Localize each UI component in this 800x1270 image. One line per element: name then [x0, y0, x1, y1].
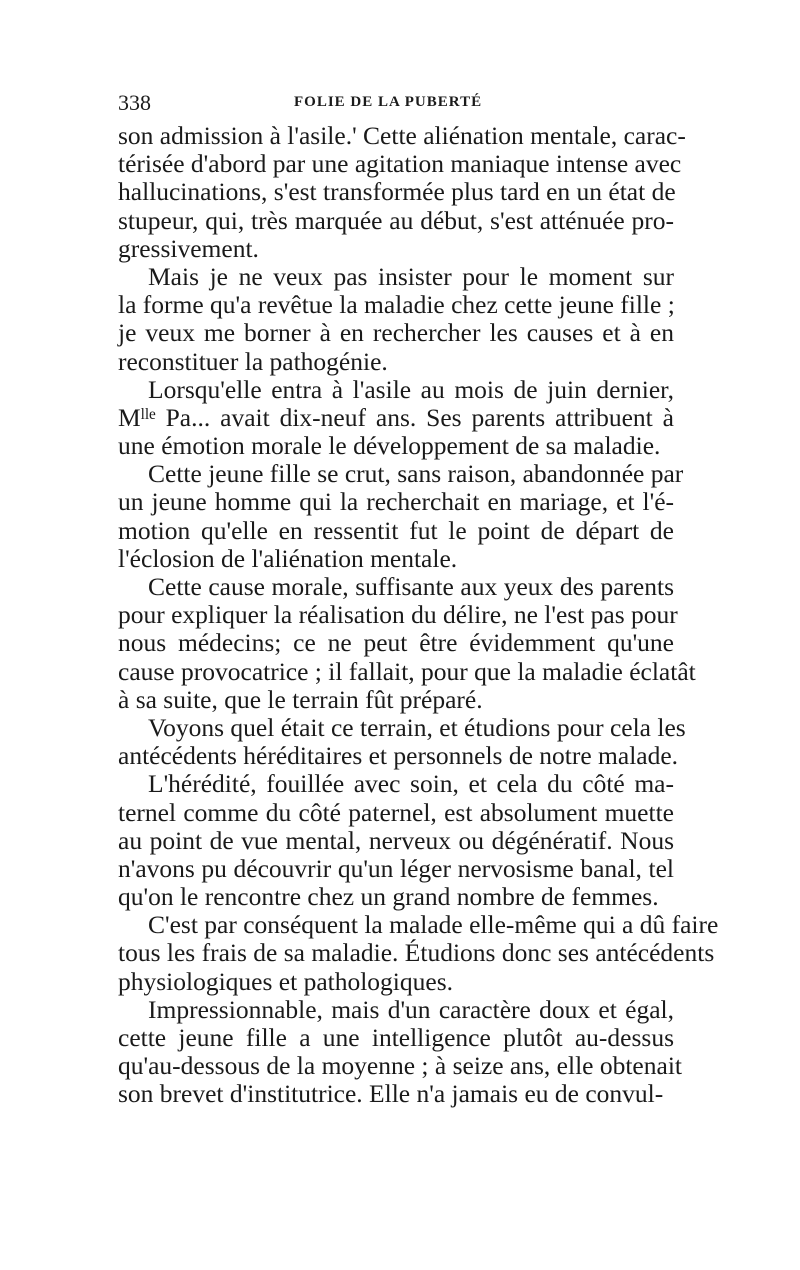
body-text: [118, 121, 719, 1109]
text-line: reconstituer la pathogénie.: [118, 346, 388, 376]
text-line: motion qu'elle en ressentit fut le point de départ de: [118, 515, 674, 545]
text-line: qu'on le rencontre chez un grand nombre de femmes.: [118, 882, 659, 912]
text-line: Lorsqu'elle entra à l'asile au mois de juin dernier,: [148, 374, 674, 404]
text-line: ternel comme du côté paternel, est absolument muette: [118, 797, 674, 827]
text-line: physiologiques et pathologiques.: [118, 966, 454, 996]
text-line: la forme qu'a revêtue la maladie chez cette jeune fille ;: [118, 290, 675, 320]
text-line: Mais je ne veux pas insister pour le moment sur: [148, 261, 674, 291]
page-number: 338: [118, 90, 151, 115]
text-line: C'est par conséquent la malade elle-même qui a dû faire: [148, 910, 719, 940]
text-line: térisée d'abord par une agitation maniaque intense avec: [118, 149, 682, 179]
page-header: [118, 90, 678, 120]
text-line: qu'au-dessous de la moyenne ; à seize ans, elle obtenait: [118, 1051, 682, 1081]
text-line: pour expliquer la réalisation du délire, ne l'est pas pour: [118, 600, 678, 630]
text-line: cette jeune fille a une intelligence plutôt au-dessus: [118, 1023, 674, 1052]
text-line: Voyons quel était ce terrain, et étudions pour cela les: [148, 712, 686, 742]
text-line: à sa suite, que le terrain fût préparé.: [118, 684, 483, 714]
text-line: nous médecins; ce ne peut être évidemment qu'une: [118, 628, 674, 658]
text-line: Cette cause morale, suffisante aux yeux des parents: [148, 572, 674, 601]
text-line: stupeur, qui, très marquée au début, s'est atténuée pro-: [118, 205, 674, 235]
text-line: n'avons pu découvrir qu'un léger nervosisme banal, tel: [118, 853, 674, 883]
text-line: son brevet d'institutrice. Elle n'a jamais eu de convul-: [118, 1079, 664, 1109]
text-line: L'hérédité, fouillée avec soin, et cela du côté ma-: [148, 769, 674, 799]
text-line: Impressionnable, mais d'un caractère doux et égal,: [148, 994, 674, 1024]
text-line: hallucinations, s'est transformée plus tard en un état de: [118, 177, 676, 207]
text-line: gressivement.: [118, 233, 259, 263]
text-line: antécédents héréditaires et personnels de notre malade.: [118, 741, 679, 771]
text-line: un jeune homme qui la recherchait en mariage, et l'é-: [118, 487, 674, 517]
running-title: FOLIE DE LA PUBERTÉ: [294, 94, 483, 110]
text-line: Cette jeune fille se crut, sans raison, abandonnée par: [148, 459, 684, 489]
text-line: je veux me borner à en rechercher les causes et à en: [118, 318, 674, 348]
text-line: Mˡˡᵉ Pa... avait dix-neuf ans. Ses parents attribuent à: [118, 402, 674, 432]
text-line: cause provocatrice ; il fallait, pour que la maladie éclatât: [118, 656, 696, 686]
text-line: au point de vue mental, nerveux ou dégénératif. Nous: [118, 825, 674, 855]
text-line: une émotion morale le développement de sa maladie.: [118, 431, 661, 461]
text-line: tous les frais de sa maladie. Étudions donc ses antécédents: [118, 938, 715, 968]
text-line: son admission à l'asile.' Cette aliénation mentale, carac-: [118, 121, 686, 150]
text-line: l'éclosion de l'aliénation mentale.: [118, 543, 458, 573]
